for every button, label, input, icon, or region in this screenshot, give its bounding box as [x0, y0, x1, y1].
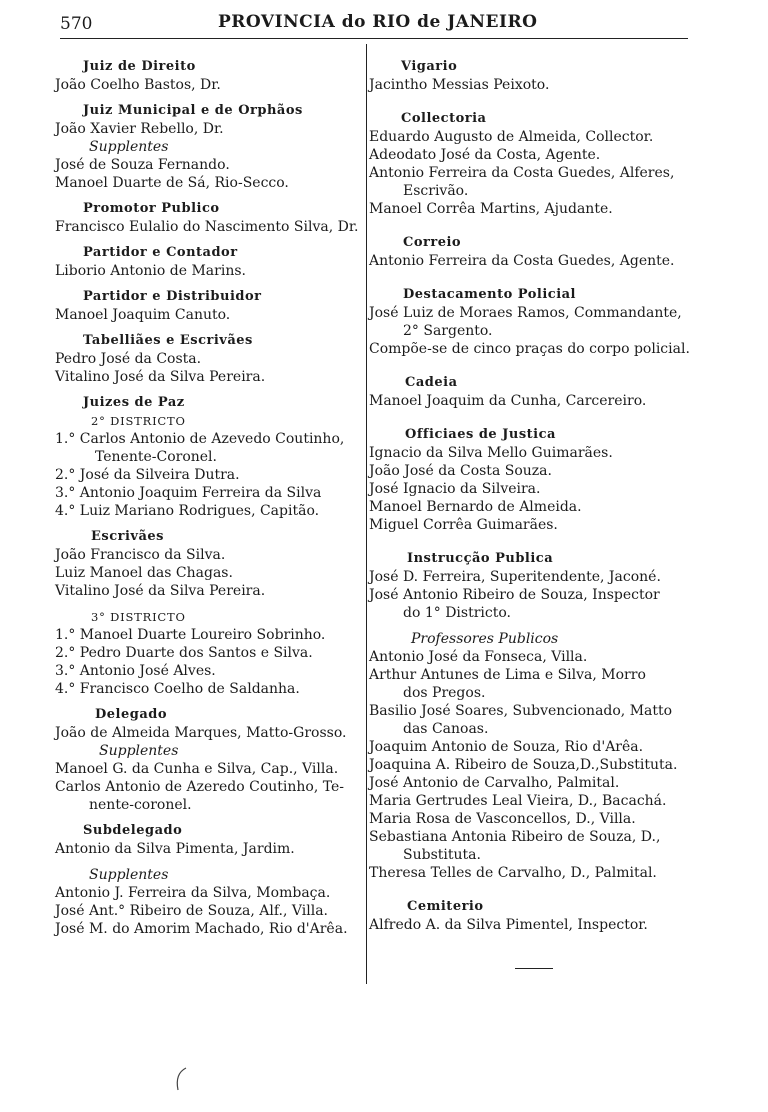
entry-line: Ignacio da Silva Mello Guimarães. [369, 445, 613, 461]
entry-line: 3.° Antonio José Alves. [55, 663, 216, 679]
entry-line: Basilio José Soares, Subvencionado, Matto [369, 703, 673, 719]
entry-line: 2.° Pedro Duarte dos Santos e Silva. [55, 645, 313, 661]
entry-line: Compõe-se de cinco praças do corpo policial. [369, 341, 690, 357]
subsection-title: Supplentes [99, 743, 179, 759]
district-heading: 2° DISTRICTO [91, 414, 186, 428]
entry-line: Francisco Eulalio do Nascimento Silva, Dr. [55, 219, 359, 235]
section-title: Partidor e Distribuidor [83, 289, 262, 304]
section-title: Correio [403, 235, 462, 250]
entry-line: José de Souza Fernando. [55, 157, 230, 173]
left-column [55, 58, 365, 938]
entry-line: Sebastiana Antonia Ribeiro de Souza, D., [369, 829, 661, 845]
entry-line: José M. do Amorim Machado, Rio d'Arêa. [55, 921, 348, 937]
entry-line: João de Almeida Marques, Matto-Grosso. [55, 725, 347, 741]
entry-line: José Luiz de Moraes Ramos, Commandante, [369, 305, 682, 321]
entry-line: João Francisco da Silva. [55, 547, 226, 563]
header-rule [60, 38, 688, 39]
entry-line: José Ant.° Ribeiro de Souza, Alf., Villa. [55, 903, 328, 919]
entry-line: Joaquim Antonio de Souza, Rio d'Arêa. [369, 739, 644, 755]
entry-line: Miguel Corrêa Guimarães. [369, 517, 558, 533]
section-title: Instrucção Publica [407, 551, 554, 566]
subsection-title: Professores Publicos [411, 631, 559, 647]
entry-line: Manoel Corrêa Martins, Ajudante. [369, 201, 613, 217]
entry-line: Pedro José da Costa. [55, 351, 202, 367]
entry-line: Luiz Manoel das Chagas. [55, 565, 233, 581]
entry-line: José D. Ferreira, Superitendente, Jaconé. [369, 569, 661, 585]
entry-line: Jacintho Messias Peixoto. [369, 77, 550, 93]
running-head: PROVINCIA do RIO de JANEIRO [218, 12, 538, 32]
entry-line: Alfredo A. da Silva Pimentel, Inspector. [369, 917, 648, 933]
entry-line: Manoel Bernardo de Almeida. [369, 499, 582, 515]
entry-line: Manoel G. da Cunha e Silva, Cap., Villa. [55, 761, 339, 777]
entry-line: Eduardo Augusto de Almeida, Collector. [369, 129, 654, 145]
entry-line: Liborio Antonio de Marins. [55, 263, 246, 279]
entry-line: João José da Costa Souza. [369, 463, 552, 479]
entry-line: 4.° Francisco Coelho de Saldanha. [55, 681, 300, 697]
section-title: Delegado [95, 707, 168, 722]
entry-line: Adeodato José da Costa, Agente. [369, 147, 601, 163]
entry-line: Tenente-Coronel. [95, 449, 217, 465]
section-title: Juiz Municipal e de Orphãos [83, 103, 303, 118]
entry-line: Escrivão. [403, 183, 469, 199]
entry-line: João Coelho Bastos, Dr. [55, 77, 221, 93]
page-number: 570 [60, 14, 93, 34]
section-title: Destacamento Policial [403, 287, 576, 302]
entry-line: Manoel Joaquim Canuto. [55, 307, 231, 323]
district-heading: 3° DISTRICTO [91, 610, 186, 624]
entry-line: Maria Gertrudes Leal Vieira, D., Bacachá. [369, 793, 667, 809]
section-title: Escrivães [91, 529, 164, 544]
entry-line: das Canoas. [403, 721, 489, 737]
entry-line: José Antonio de Carvalho, Palmital. [369, 775, 620, 791]
entry-line: Substituta. [403, 847, 481, 863]
entry-line: Manoel Duarte de Sá, Rio-Secco. [55, 175, 289, 191]
section-title: Cadeia [405, 375, 458, 390]
section-title: Vigario [401, 59, 458, 74]
entry-line: nente-coronel. [89, 797, 192, 813]
right-column [369, 58, 689, 934]
section-title: Collectoria [401, 111, 487, 126]
entry-line: dos Pregos. [403, 685, 486, 701]
entry-line: Vitalino José da Silva Pereira. [55, 369, 266, 385]
entry-line: Carlos Antonio de Azeredo Coutinho, Te- [55, 779, 345, 795]
entry-line: Antonio Ferreira da Costa Guedes, Alferes, [369, 165, 675, 181]
stray-ink-mark [172, 1064, 202, 1094]
section-title: Juizes de Paz [83, 395, 185, 410]
entry-line: 4.° Luiz Mariano Rodrigues, Capitão. [55, 503, 320, 519]
entry-line: José Antonio Ribeiro de Souza, Inspector [369, 587, 660, 603]
entry-line: Antonio da Silva Pimenta, Jardim. [55, 841, 295, 857]
entry-line: Maria Rosa de Vasconcellos, D., Villa. [369, 811, 636, 827]
entry-line: 1.° Manoel Duarte Loureiro Sobrinho. [55, 627, 326, 643]
subsection-title: Supplentes [89, 139, 169, 155]
entry-line: 2° Sargento. [403, 323, 493, 339]
section-title: Partidor e Contador [83, 245, 238, 260]
section-title: Promotor Publico [83, 201, 220, 216]
entry-line: do 1° Districto. [403, 605, 511, 621]
section-title: Tabelliães e Escrivães [83, 333, 253, 348]
entry-line: Joaquina A. Ribeiro de Souza,D.,Substituta. [369, 757, 678, 773]
entry-line: 1.° Carlos Antonio de Azevedo Coutinho, [55, 431, 345, 447]
entry-line: 3.° Antonio Joaquim Ferreira da Silva [55, 485, 322, 501]
entry-line: João Xavier Rebello, Dr. [55, 121, 224, 137]
entry-line: José Ignacio da Silveira. [369, 481, 541, 497]
subsection-title: Supplentes [89, 867, 169, 883]
section-title: Cemiterio [407, 899, 484, 914]
entry-line: Antonio José da Fonseca, Villa. [369, 649, 588, 665]
entry-line: Arthur Antunes de Lima e Silva, Morro [369, 667, 646, 683]
entry-line: 2.° José da Silveira Dutra. [55, 467, 240, 483]
entry-line: Theresa Telles de Carvalho, D., Palmital. [369, 865, 657, 881]
entry-line: Manoel Joaquim da Cunha, Carcereiro. [369, 393, 647, 409]
section-title: Officiaes de Justica [405, 427, 556, 442]
entry-line: Vitalino José da Silva Pereira. [55, 583, 266, 599]
entry-line: Antonio Ferreira da Costa Guedes, Agente. [369, 253, 675, 269]
entry-line: Antonio J. Ferreira da Silva, Mombaça. [55, 885, 331, 901]
section-title: Subdelegado [83, 823, 183, 838]
column-rule [366, 44, 367, 984]
end-rule [515, 968, 553, 969]
section-title: Juiz de Direito [83, 59, 196, 74]
